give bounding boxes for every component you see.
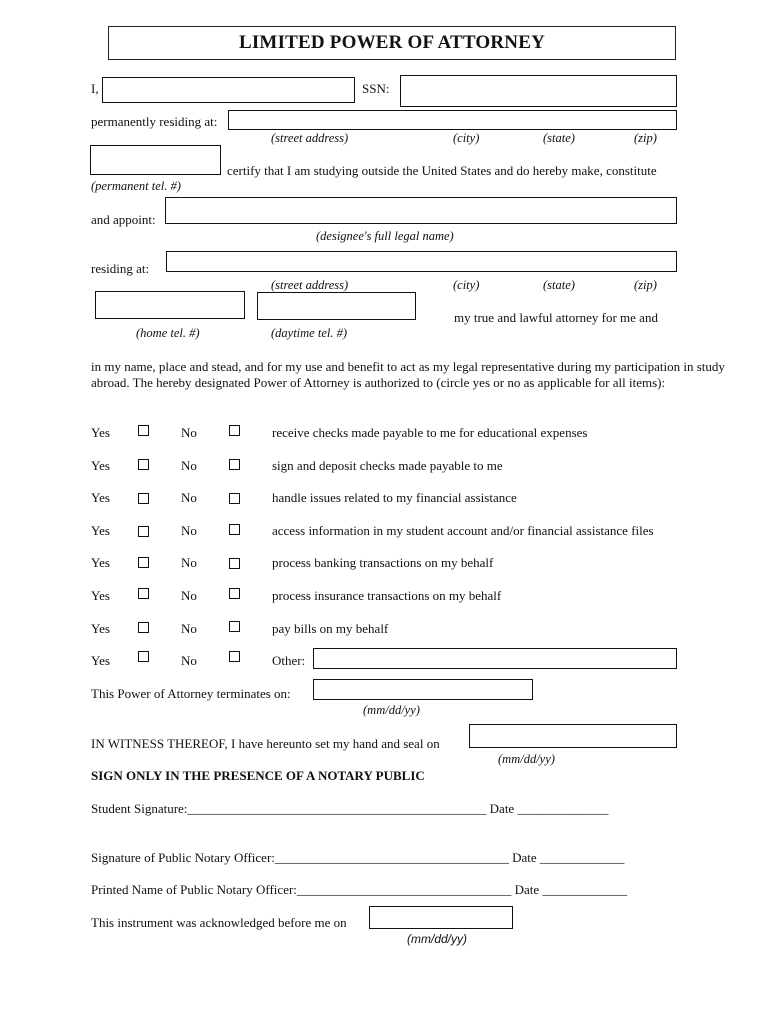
item-label: handle issues related to my financial assistance xyxy=(272,490,517,505)
yes-checkbox[interactable] xyxy=(138,493,149,504)
terminate-date-field[interactable] xyxy=(313,679,533,700)
no-checkbox[interactable] xyxy=(229,651,240,662)
no-checkbox[interactable] xyxy=(229,524,240,535)
document-title: LIMITED POWER OF ATTORNEY xyxy=(238,32,546,53)
zip-hint: (zip) xyxy=(634,131,657,145)
yes-label: Yes xyxy=(91,490,110,505)
other-field[interactable] xyxy=(313,648,677,669)
terminates-label: This Power of Attorney terminates on: xyxy=(91,686,291,701)
ack-date-field[interactable] xyxy=(369,906,513,929)
no-label: No xyxy=(181,588,197,603)
yes-label: Yes xyxy=(91,425,110,440)
witness-label: IN WITNESS THEREOF, I have hereunto set my hand and seal on xyxy=(91,736,440,751)
home-tel-hint: (home tel. #) xyxy=(136,326,200,340)
no-label: No xyxy=(181,490,197,505)
no-checkbox[interactable] xyxy=(229,558,240,569)
residing-label-2: residing at: xyxy=(91,261,150,276)
yes-label: Yes xyxy=(91,653,110,668)
no-checkbox[interactable] xyxy=(229,588,240,599)
item-label: process insurance transactions on my behalf xyxy=(272,588,502,603)
other-label: Other: xyxy=(272,653,306,668)
no-checkbox[interactable] xyxy=(229,493,240,504)
yes-checkbox[interactable] xyxy=(138,651,149,662)
witness-date-hint: (mm/dd/yy) xyxy=(498,752,555,766)
city-hint-2: (city) xyxy=(453,278,480,292)
authorization-paragraph: in my name, place and stead, and for my use and benefit to act as my legal representative during my participation in study abroad. The hereby designated Power of Attorney is authorized to (circle yes or no as applicable for all items): xyxy=(91,359,725,390)
ssn-field[interactable] xyxy=(400,75,677,107)
yes-label: Yes xyxy=(91,458,110,473)
day-tel-field[interactable] xyxy=(257,292,416,320)
street-hint: (street address) xyxy=(271,131,349,145)
name-field[interactable] xyxy=(102,77,355,103)
item-label: process banking transactions on my behalf xyxy=(272,555,494,570)
street-hint-2: (street address) xyxy=(271,278,349,292)
address-field[interactable] xyxy=(228,110,677,130)
item-label: pay bills on my behalf xyxy=(272,621,389,636)
yes-checkbox[interactable] xyxy=(138,425,149,436)
certify-text: certify that I am studying outside the United States and do hereby make, constitute xyxy=(227,163,657,178)
title-box xyxy=(108,26,676,60)
acknowledged-label: This instrument was acknowledged before me on xyxy=(91,915,347,930)
attorney-text: my true and lawful attorney for me and xyxy=(454,310,658,325)
item-label: sign and deposit checks made payable to me xyxy=(272,458,503,473)
yes-checkbox[interactable] xyxy=(138,588,149,599)
i-label: I, xyxy=(91,81,99,96)
no-label: No xyxy=(181,621,197,636)
ssn-label: SSN: xyxy=(362,81,390,96)
yes-label: Yes xyxy=(91,588,110,603)
no-label: No xyxy=(181,555,197,570)
state-hint: (state) xyxy=(543,131,575,145)
yes-checkbox[interactable] xyxy=(138,459,149,470)
perm-tel-field[interactable] xyxy=(90,145,221,175)
no-label: No xyxy=(181,458,197,473)
no-checkbox[interactable] xyxy=(229,459,240,470)
yes-checkbox[interactable] xyxy=(138,622,149,633)
item-label: access information in my student account and/or financial assistance files xyxy=(272,523,654,538)
terminate-date-hint: (mm/dd/yy) xyxy=(363,703,420,717)
no-label: No xyxy=(181,653,197,668)
ack-date-hint: (mm/dd/yy) xyxy=(407,932,467,946)
designee-hint: (designee's full legal name) xyxy=(316,229,454,243)
designee-address-field[interactable] xyxy=(166,251,677,272)
perm-tel-hint: (permanent tel. #) xyxy=(91,179,181,193)
item-label: receive checks made payable to me for educational expenses xyxy=(272,425,588,440)
city-hint: (city) xyxy=(453,131,480,145)
yes-label: Yes xyxy=(91,555,110,570)
no-label: No xyxy=(181,523,197,538)
no-checkbox[interactable] xyxy=(229,425,240,436)
residing-label: permanently residing at: xyxy=(91,114,218,129)
yes-checkbox[interactable] xyxy=(138,526,149,537)
yes-checkbox[interactable] xyxy=(138,557,149,568)
student-signature-line[interactable]: Student Signature:______________________________________________ Date ______________ xyxy=(91,801,609,816)
state-hint-2: (state) xyxy=(543,278,575,292)
zip-hint-2: (zip) xyxy=(634,278,657,292)
appoint-label: and appoint: xyxy=(91,212,156,227)
day-tel-hint: (daytime tel. #) xyxy=(271,326,348,340)
designee-field[interactable] xyxy=(165,197,677,224)
notary-name-line[interactable]: Printed Name of Public Notary Officer:_________________________________ Date _____________ xyxy=(91,882,627,897)
witness-date-field[interactable] xyxy=(469,724,677,748)
notary-notice: SIGN ONLY IN THE PRESENCE OF A NOTARY PUBLIC xyxy=(91,768,425,783)
yes-label: Yes xyxy=(91,621,110,636)
home-tel-field[interactable] xyxy=(95,291,245,319)
no-checkbox[interactable] xyxy=(229,621,240,632)
yes-label: Yes xyxy=(91,523,110,538)
no-label: No xyxy=(181,425,197,440)
notary-signature-line[interactable]: Signature of Public Notary Officer:____________________________________ Date _____________ xyxy=(91,850,625,865)
